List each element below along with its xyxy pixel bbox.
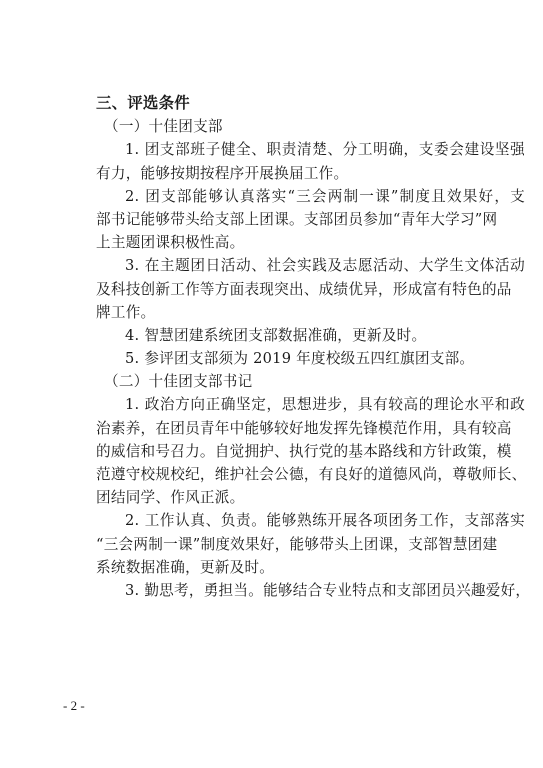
sub-heading: （一）十佳团支部 xyxy=(104,118,223,136)
paragraph-line: 3. 在主题团日活动、社会实践及志愿活动、大学生文体活动 xyxy=(125,257,525,275)
paragraph-line: 1. 团支部班子健全、职责清楚、分工明确，支委会建设坚强 xyxy=(125,141,525,159)
paragraph-line: 5. 参评团支部须为 2019 年度校级五四红旗团支部。 xyxy=(125,350,475,368)
sub-heading: （二）十佳团支部书记 xyxy=(104,373,253,391)
paragraph-line: 部书记能够带头给支部上团课。支部团员参加“青年大学习”网 xyxy=(96,210,498,228)
paragraph-line: 的威信和号召力。自觉拥护、执行党的基本路线和方针政策，模 xyxy=(96,442,512,460)
paragraph-line: 4. 智慧团建系统团支部数据准确，更新及时。 xyxy=(125,326,427,344)
paragraph-line: 及科技创新工作等方面表现突出、成绩优异，形成富有特色的品 xyxy=(96,280,512,298)
paragraph-line: 牌工作。 xyxy=(96,303,156,321)
paragraph-line: 2. 工作认真、负责。能够熟练开展各项团务工作，支部落实 xyxy=(125,512,525,530)
paragraph-line: 系统数据准确，更新及时。 xyxy=(96,558,275,576)
paragraph-line: 2. 团支部能够认真落实“三会两制一课”制度且效果好，支 xyxy=(125,187,525,205)
paragraph-line: “三会两制一课”制度效果好，能够带头上团课，支部智慧团建 xyxy=(96,535,498,553)
paragraph-line: 3. 勤思考，勇担当。能够结合专业特点和支部团员兴趣爱好， xyxy=(125,581,531,599)
section-heading: 三、评选条件 xyxy=(96,94,190,112)
paragraph-line: 范遵守校规校纪，维护社会公德，有良好的道德风尚，尊敬师长、 xyxy=(96,466,527,483)
page-number: - 2 - xyxy=(63,698,85,713)
paragraph-line: 团结同学、作风正派。 xyxy=(96,489,245,507)
document-body xyxy=(96,92,531,602)
paragraph-line: 有力，能够按期按程序开展换届工作。 xyxy=(96,164,349,182)
paragraph-line: 治素养，在团员青年中能够较好地发挥先锋模范作用，具有较高 xyxy=(96,419,512,437)
paragraph-line: 上主题团课积极性高。 xyxy=(96,234,245,252)
paragraph-line: 1. 政治方向正确坚定，思想进步，具有较高的理论水平和政 xyxy=(125,396,525,414)
